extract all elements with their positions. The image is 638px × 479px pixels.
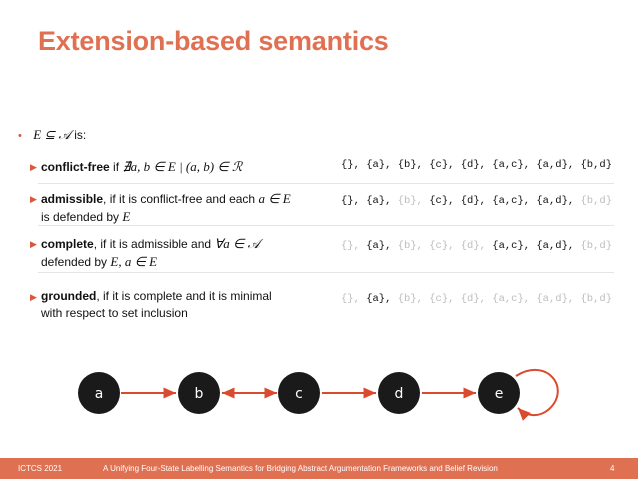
extension-set: {b,d} — [580, 159, 612, 171]
footer-paper-title: A Unifying Four-State Labelling Semantics for Bridging Abstract Argumentation Frameworks and Belief Revision — [103, 464, 498, 473]
semantics-item-conflict-free — [30, 158, 330, 176]
slide-title: Extension-based semantics — [38, 26, 389, 56]
edge-e-self-loop — [516, 370, 558, 415]
row-separator — [38, 225, 614, 226]
semantics-desc: if — [109, 160, 123, 174]
extension-set: {}, — [340, 159, 367, 171]
extension-set: {c}, — [429, 195, 461, 207]
extension-set: {a,c}, — [492, 195, 537, 207]
semantics-item-admissible — [30, 190, 330, 226]
extension-set: {d}, — [460, 293, 493, 305]
sets-row-grounded — [341, 293, 612, 305]
node-label: c — [295, 386, 303, 402]
extension-set: {b}, — [397, 159, 430, 171]
semantics-name: admissible — [41, 192, 104, 206]
extension-set: {a,d}, — [536, 240, 581, 252]
extension-set: {b}, — [397, 195, 430, 207]
intro-text: is: — [74, 128, 87, 142]
semantics-math: a ∈ E — [258, 191, 291, 206]
sets-row-conflict-free — [341, 159, 612, 171]
intro-math: E ⊆ 𝒜 — [33, 127, 71, 142]
node-label: b — [194, 386, 204, 402]
argumentation-graph — [0, 350, 638, 440]
node-label: e — [494, 386, 504, 402]
extension-set: {b,d} — [580, 195, 612, 207]
extension-set: {b}, — [397, 240, 430, 252]
extension-set: {d}, — [460, 159, 493, 171]
intro-bullet — [18, 127, 86, 143]
extension-set: {a}, — [366, 159, 398, 171]
extension-set: {}, — [340, 195, 367, 207]
extension-set: {a,c}, — [492, 240, 537, 252]
extension-set: {}, — [340, 293, 367, 305]
extension-set: {a,d}, — [536, 293, 581, 305]
extension-set: {a}, — [366, 293, 398, 305]
semantics-math: ∀a ∈ 𝒜 — [214, 236, 260, 251]
semantics-item-complete — [30, 235, 330, 271]
extension-set: {b,d} — [580, 240, 612, 252]
slide-footer — [0, 458, 638, 479]
semantics-name: grounded — [41, 289, 97, 303]
node-label: d — [394, 386, 404, 402]
node-a — [78, 372, 120, 414]
extension-set: {c}, — [429, 240, 461, 252]
extension-set: {a}, — [366, 240, 398, 252]
semantics-math-line2: E — [122, 209, 131, 224]
footer-page-number: 4 — [610, 464, 615, 473]
node-e — [478, 372, 520, 414]
footer-conference: ICTCS 2021 — [18, 464, 63, 473]
extension-set: {a,c}, — [492, 293, 537, 305]
extension-set: {c}, — [429, 293, 461, 305]
semantics-name: conflict-free — [41, 160, 110, 174]
node-c — [278, 372, 320, 414]
semantics-math: ∄a, b ∈ E | (a, b) ∈ ℛ — [122, 159, 243, 174]
extension-set: {}, — [340, 240, 367, 252]
extension-set: {a}, — [366, 195, 398, 207]
extension-set: {b}, — [397, 293, 430, 305]
extension-set: {b,d} — [580, 293, 612, 305]
semantics-math-line2: E, a ∈ E — [110, 254, 158, 269]
arrow-bullet-icon: ▶ — [30, 194, 37, 204]
semantics-name: complete — [41, 237, 94, 251]
extension-set: {d}, — [460, 240, 493, 252]
node-label: a — [94, 386, 104, 402]
semantics-item-grounded — [30, 288, 330, 322]
node-b — [178, 372, 220, 414]
sets-row-admissible — [341, 195, 612, 207]
semantics-desc: , if it is conflict-free and each — [103, 192, 259, 206]
arrow-bullet-icon: ▶ — [30, 292, 37, 302]
semantics-desc: , if it is admissible and — [93, 237, 215, 251]
row-separator — [38, 272, 614, 273]
extension-set: {a,c}, — [492, 159, 537, 171]
arrow-bullet-icon: ▶ — [30, 239, 37, 249]
sets-row-complete — [341, 240, 612, 252]
extension-set: {c}, — [429, 159, 461, 171]
semantics-desc-line2: with respect to set inclusion — [41, 306, 188, 320]
row-separator — [38, 183, 614, 184]
extension-set: {a,d}, — [536, 159, 581, 171]
arrow-bullet-icon: ▶ — [30, 162, 37, 172]
extension-set: {a,d}, — [536, 195, 581, 207]
semantics-desc: , if it is complete and it is minimal — [96, 289, 272, 303]
bullet-dot: • — [18, 130, 22, 142]
semantics-desc-line2: defended by — [41, 255, 111, 269]
node-d — [378, 372, 420, 414]
semantics-desc-line2: is defended by — [41, 210, 123, 224]
extension-set: {d}, — [460, 195, 493, 207]
